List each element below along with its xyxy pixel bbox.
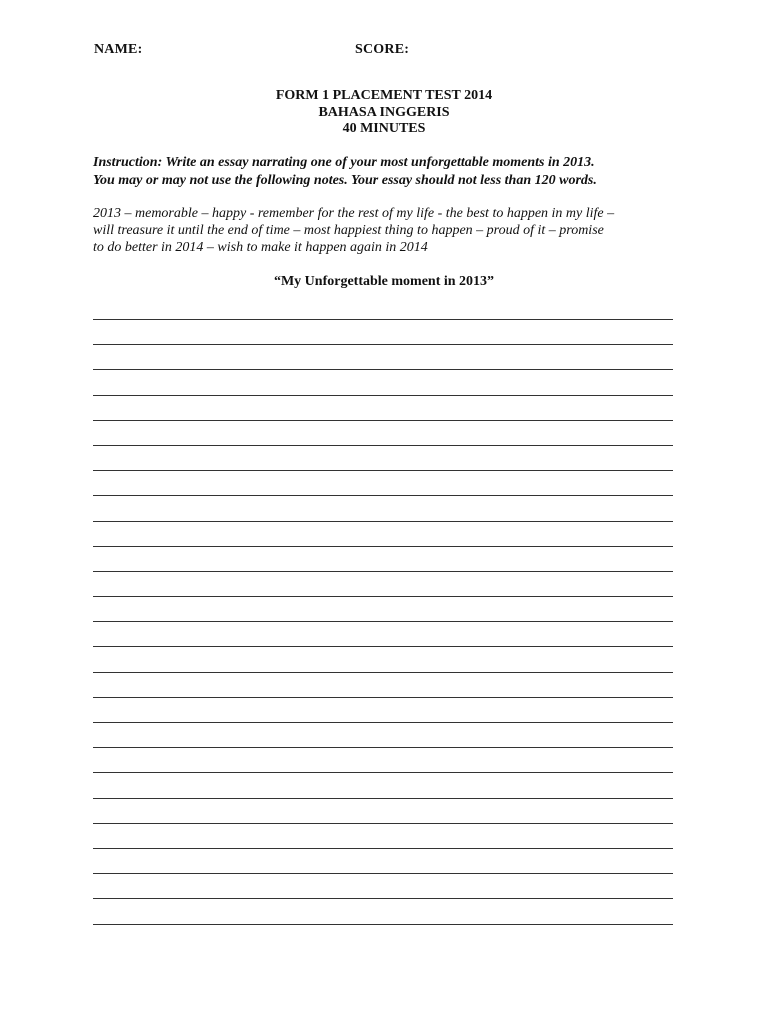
essay-title: “My Unforgettable moment in 2013” — [273, 274, 495, 289]
answer-lines — [93, 319, 673, 949]
notes-line: to do better in 2014 – wish to make it happen again in 2014 — [93, 240, 428, 255]
answer-line — [93, 369, 673, 394]
notes-line: 2013 – memorable – happy - remember for the rest of my life - the best to happen in my life – — [93, 206, 615, 221]
answer-line — [93, 319, 673, 344]
instruction-line: Instruction: Write an essay narrating one of your most unforgettable moments in 2013. — [93, 155, 595, 170]
answer-line — [93, 445, 673, 470]
answer-line — [93, 747, 673, 772]
answer-line — [93, 798, 673, 823]
instruction-line: You may or may not use the following notes. Your essay should not less than 120 words. — [93, 172, 597, 188]
answer-line — [93, 571, 673, 596]
answer-line — [93, 470, 673, 495]
answer-line — [93, 924, 673, 949]
answer-line — [93, 621, 673, 646]
answer-line — [93, 873, 673, 898]
duration-title: 40 MINUTES — [342, 121, 426, 136]
answer-line — [93, 697, 673, 722]
test-title: FORM 1 PLACEMENT TEST 2014 — [275, 88, 493, 103]
answer-line — [93, 848, 673, 873]
answer-line — [93, 772, 673, 797]
essay-notes — [93, 205, 683, 256]
answer-line — [93, 596, 673, 621]
answer-line — [93, 546, 673, 571]
answer-line — [93, 495, 673, 520]
answer-line — [93, 823, 673, 848]
answer-line — [93, 646, 673, 671]
answer-line — [93, 420, 673, 445]
answer-line — [93, 722, 673, 747]
name-label: NAME: — [94, 42, 143, 57]
answer-line — [93, 898, 673, 923]
answer-line — [93, 521, 673, 546]
score-label: SCORE: — [355, 42, 410, 57]
test-title-block — [0, 88, 768, 138]
answer-line — [93, 344, 673, 369]
notes-line: will treasure it until the end of time – most happiest thing to happen – proud of it – promise — [93, 223, 604, 238]
answer-line — [93, 672, 673, 697]
instruction-text — [93, 154, 683, 189]
subject-title: BAHASA INGGERIS — [318, 104, 450, 120]
answer-line — [93, 395, 673, 420]
